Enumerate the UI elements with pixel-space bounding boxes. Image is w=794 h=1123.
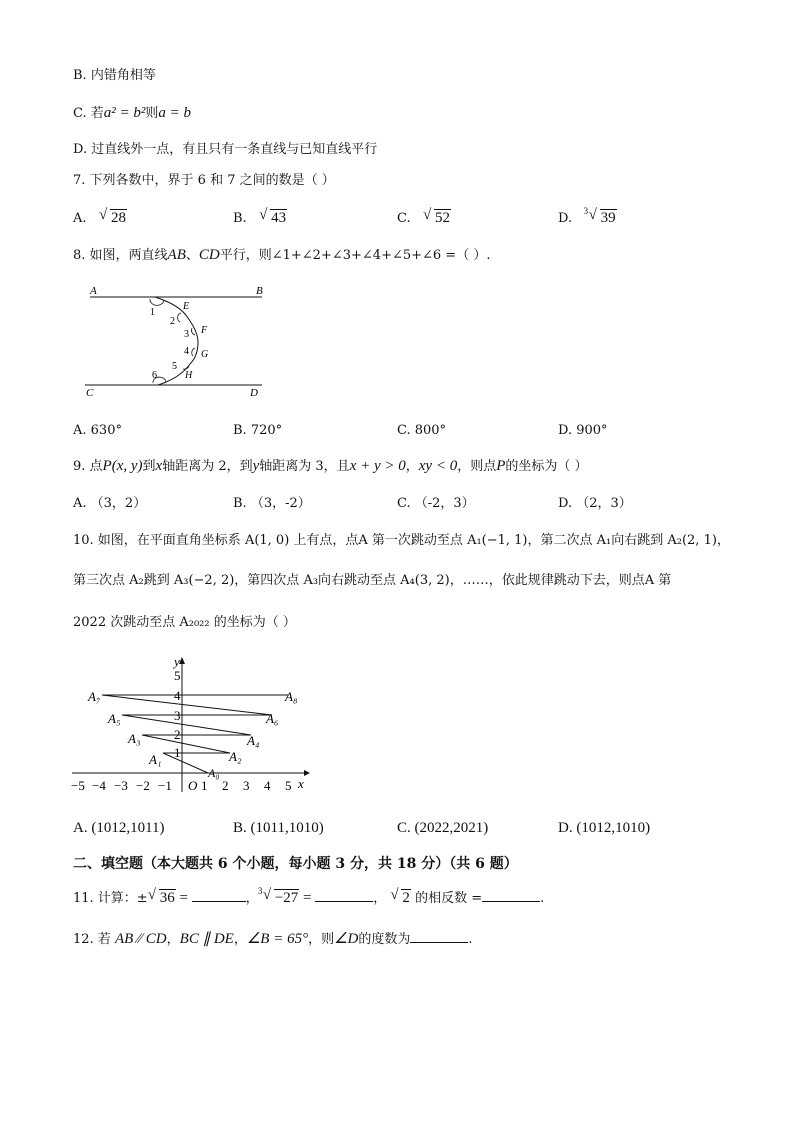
q10-stem-line3: 2022 次跳动至点 A₂₀₂₂ 的坐标为（ ） xyxy=(73,615,296,630)
q11-answer-blank-2[interactable] xyxy=(315,889,373,902)
x-tick: 4 xyxy=(264,778,271,793)
q7-option-label: A. xyxy=(73,211,87,226)
q6-option-c-math2: a = b xyxy=(158,105,192,121)
q8-figure xyxy=(80,280,280,400)
label-d: D xyxy=(250,387,258,399)
x-tick: −3 xyxy=(114,778,128,793)
q10-figure xyxy=(70,652,310,797)
point-a3: A₃ xyxy=(128,731,141,746)
root-index: 3 xyxy=(583,206,589,216)
y-axis-label: y xyxy=(174,654,180,669)
label-h: H xyxy=(185,370,193,381)
y-tick: 5 xyxy=(174,668,181,683)
cube-root-symbol: 3 √ 39 xyxy=(589,209,617,227)
q9-stem-c: 轴距离为 2，到 xyxy=(162,459,253,474)
x-tick: 3 xyxy=(243,778,250,793)
q9-stem-p: P xyxy=(496,458,506,474)
q8-option-b: B. 720° xyxy=(233,423,283,438)
origin-label: O xyxy=(188,778,198,793)
sqrt-symbol: √ 52 xyxy=(423,207,451,226)
y-tick: 1 xyxy=(174,745,181,760)
root-index: 3 xyxy=(257,886,263,896)
q11-prefix: 11. 计算：± xyxy=(73,891,148,906)
q9-option-c: C. （-2，3） xyxy=(397,496,475,511)
q10-option-a: A. (1012,1011) xyxy=(73,820,165,836)
x-tick: 2 xyxy=(222,778,229,793)
label-angle-2: 2 xyxy=(170,316,175,327)
label-angle-3: 3 xyxy=(184,329,189,340)
y-tick: 3 xyxy=(174,708,181,723)
x-tick: −4 xyxy=(92,778,106,793)
q10-option-b: B. (1011,1010) xyxy=(233,820,324,836)
q12-sep-1: ， xyxy=(166,932,180,947)
q8-stem-cd: CD xyxy=(198,247,220,263)
x-tick: −1 xyxy=(158,778,172,793)
q12-end: . xyxy=(468,932,473,947)
q8-stem-ab: AB xyxy=(167,247,186,263)
q12-cond-1: AB ⁄⁄ CD xyxy=(114,931,167,947)
y-tick: 2 xyxy=(174,727,181,742)
q9-stem-x: x xyxy=(155,458,163,474)
q9-stem-d: 轴距离为 3，且 xyxy=(259,459,350,474)
q7-radicand: 28 xyxy=(110,210,126,226)
label-e: E xyxy=(183,301,190,312)
q12-answer-blank[interactable] xyxy=(410,930,468,943)
x-axis-arrow-icon xyxy=(304,770,310,776)
y-tick: 4 xyxy=(174,688,181,703)
q7-option-label: C. xyxy=(397,211,411,226)
q6-option-c-math: a² = b² xyxy=(103,105,146,121)
angle-arc-4 xyxy=(192,348,195,356)
point-a4: A₄ xyxy=(247,733,260,748)
section-title: 二、填空题（本大题共 6 个小题，每小题 3 分，共 18 分）（共 6 题） xyxy=(73,856,518,872)
x-axis-label: x xyxy=(298,776,304,791)
q7-radicand: 39 xyxy=(600,210,616,226)
q8-stem-c: 平行，则∠1+∠2+∠3+∠4+∠5+∠6 =（ ）. xyxy=(219,248,491,263)
q6-option-b: B. 内错角相等 xyxy=(73,68,156,83)
q7-option-c xyxy=(397,209,451,228)
q8-option-d: D. 900° xyxy=(558,423,608,438)
label-angle-4: 4 xyxy=(184,346,189,357)
point-a5: A₅ xyxy=(108,711,121,726)
q7-option-d xyxy=(558,206,617,228)
q7-option-label: D. xyxy=(558,211,573,226)
label-a: A xyxy=(90,285,97,297)
q6-option-c-prefix: C. 若 xyxy=(73,106,104,121)
label-angle-1: 1 xyxy=(150,307,155,318)
q7-radicand: 52 xyxy=(435,210,451,226)
q6-option-c xyxy=(73,104,191,123)
q12-stem xyxy=(73,930,473,949)
x-tick: −2 xyxy=(136,778,150,793)
label-c: C xyxy=(86,387,94,399)
sqrt-symbol: √ 43 xyxy=(259,207,287,226)
point-a2: A₂ xyxy=(229,749,242,764)
q11-radicand-2: −27 xyxy=(274,890,299,906)
q11-end: . xyxy=(540,891,545,906)
q7-option-b xyxy=(233,209,287,228)
q8-option-a: A. 630° xyxy=(73,423,122,438)
q7-option-a xyxy=(73,209,127,228)
q10-stem-line1: 10. 如图，在平面直角坐标系 A(1, 0) 上有点，点A 第一次跳动至点 A₁(−1, 1)，第二次点 A₁向右跳到 A₂(2, 1)， xyxy=(73,533,730,548)
label-g: G xyxy=(201,349,209,360)
label-angle-5: 5 xyxy=(172,361,177,372)
q7-radicand: 43 xyxy=(271,210,287,226)
q11-radicand-1: 36 xyxy=(159,890,175,906)
q11-answer-blank-3[interactable] xyxy=(482,889,540,902)
q11-answer-blank-1[interactable] xyxy=(192,889,246,902)
angle-arc-2 xyxy=(178,313,181,322)
sqrt-symbol: √ 28 xyxy=(98,207,126,226)
q9-stem-y: y xyxy=(252,458,260,474)
point-a6: A₆ xyxy=(266,711,279,726)
q9-stem-point: P(x, y) xyxy=(102,458,143,474)
q8-option-c: C. 800° xyxy=(397,423,447,438)
y-axis-arrow-icon xyxy=(179,657,185,664)
q9-option-d: D. （2，3） xyxy=(558,496,632,511)
q11-eq-2: = xyxy=(299,890,316,906)
point-a7: A₇ xyxy=(88,689,101,704)
q9-option-b: B. （3，-2） xyxy=(233,496,311,511)
cube-root-symbol: 3 √ −27 xyxy=(263,889,299,907)
point-a0: A₀ xyxy=(208,766,220,780)
q11-radicand-3: 2 xyxy=(402,890,410,906)
q8-stem-a: 8. 如图，两直线 xyxy=(73,248,168,263)
q9-stem-cond1: x + y > 0 xyxy=(349,458,406,474)
q11-sep-2: ， xyxy=(373,891,387,906)
x-tick: 5 xyxy=(285,778,292,793)
point-a1: A₁ xyxy=(149,752,162,767)
q7-stem: 7. 下列各数中，界于 6 和 7 之间的数是（ ） xyxy=(73,173,335,188)
q9-stem-cond2: xy < 0 xyxy=(418,458,458,474)
label-b: B xyxy=(256,285,263,297)
x-tick: 1 xyxy=(201,778,208,793)
q9-stem-f: ，则点 xyxy=(457,459,497,474)
q10-option-d: D. (1012,1010) xyxy=(558,820,651,836)
q6-option-c-mid: 则 xyxy=(145,106,159,121)
q8-stem-b: 、 xyxy=(185,248,199,263)
q9-stem-e: ， xyxy=(405,459,419,474)
q10-stem-line2: 第三次点 A₂跳到 A₃(−2, 2)，第四次点 A₃向右跳动至点 A₄(3, 2)，……，依此规律跳动下去，则点A 第 xyxy=(73,573,672,588)
q11-suffix: 的相反数 = xyxy=(415,891,483,906)
sqrt-symbol: √ 36 xyxy=(147,887,175,906)
q9-option-a: A. （3，2） xyxy=(73,496,147,511)
point-a8: A₈ xyxy=(285,689,298,704)
q8-stem xyxy=(73,246,490,265)
q7-option-label: B. xyxy=(233,211,247,226)
sqrt-symbol: √ 2 xyxy=(390,887,410,906)
q11-sep-1: ， xyxy=(245,891,259,906)
q9-stem-a: 9. 点 xyxy=(73,459,103,474)
q12-angle-d: ∠D xyxy=(334,931,359,947)
q12-cond-2: BC ∥ DE xyxy=(179,931,234,947)
q12-cond-3: ∠B = 65° xyxy=(246,931,309,947)
q12-sep-2: ， xyxy=(233,932,247,947)
label-f: F xyxy=(201,325,208,336)
q11-stem xyxy=(73,886,545,908)
q9-stem-g: 的坐标为（ ） xyxy=(505,459,588,474)
q11-eq-1: = xyxy=(175,890,192,906)
q9-stem-b: 到 xyxy=(142,459,156,474)
q6-option-d: D. 过直线外一点，有且只有一条直线与已知直线平行 xyxy=(73,142,378,157)
label-angle-6: 6 xyxy=(152,370,157,381)
q12-mid: ，则 xyxy=(308,932,335,947)
q12-prefix: 12. 若 xyxy=(73,932,111,947)
q12-suffix: 的度数为 xyxy=(358,932,411,947)
x-tick: −5 xyxy=(71,778,85,793)
q10-option-c: C. (2022,2021) xyxy=(397,820,489,836)
q9-stem xyxy=(73,457,588,476)
